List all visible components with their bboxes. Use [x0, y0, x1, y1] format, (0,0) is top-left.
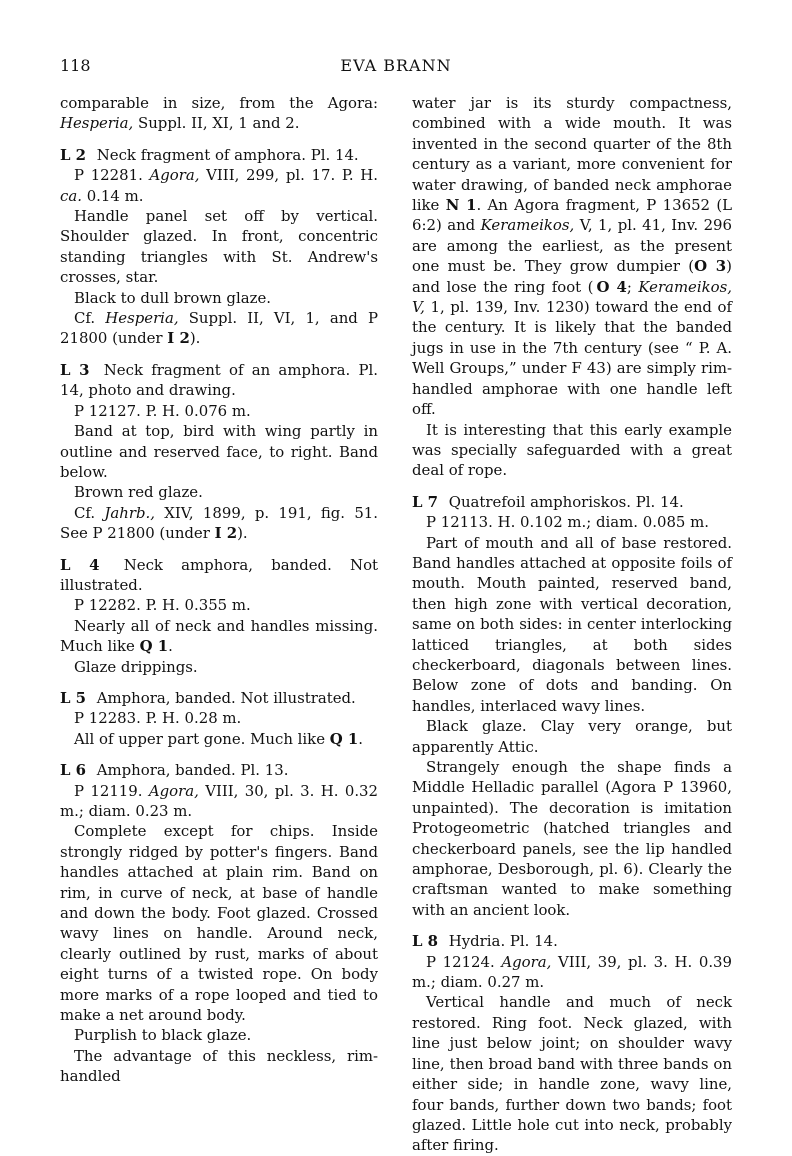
catalogue-entry-l7 — [412, 492, 732, 921]
commentary: Strangely enough the shape finds a Middle Helladic parallel (Agora P 13960, unpainted). The decoration is imitation Protogeometric (hatched triangles and checkerboard panels, see the lip handled amphorae, Desborough, pl. 6). Clearly the craftsman wanted to make something with an ancient look. — [412, 758, 732, 919]
glaze-note: Purplish to black glaze. — [74, 1026, 252, 1045]
running-title: EVA BRANN — [340, 56, 452, 75]
description: Nearly all of neck and handles missing. Much like Q 1. — [60, 616, 378, 656]
commentary: It is interesting that this early example was specially safeguarded with a great deal of rope. — [412, 420, 732, 480]
entry-heading: L 7 Quatrefoil amphoriskos. Pl. 14. — [412, 492, 684, 511]
glaze-note: Black glaze. Clay very orange, but apparently Attic. — [412, 717, 732, 756]
inventory-line: P 12283. P. H. 0.28 m. — [74, 709, 242, 728]
inventory-line: P 12282. P. H. 0.355 m. — [74, 596, 251, 615]
description: Handle panel set off by vertical. Shoulder glazed. In front, concentric standing triangles with St. Andrew's crosses, star. — [60, 207, 378, 287]
entry-label: L 7 — [412, 492, 439, 511]
right-column — [412, 93, 732, 1156]
comparison-note: Cf. Hesperia, Suppl. II, VI, 1, and P 21800 (under I 2). — [60, 309, 378, 348]
description: Vertical handle and much of neck restored. Ring foot. Neck glazed, with line just below joint; on shoulder wavy line, then broad band with three bands on either side; in handle zone, wavy line, four bands, further down two bands; foot glazed. Little hole cut into neck, probably after firing. — [412, 993, 732, 1155]
glaze-note: Black to dull brown glaze. — [74, 288, 271, 307]
entry-label: L 6 — [60, 761, 87, 780]
catalogue-entry-l6 — [60, 760, 378, 1087]
catalogue-entry-l8 — [412, 931, 732, 1155]
entry-heading: L 6 Amphora, banded. Pl. 13. — [60, 761, 289, 780]
entry-heading: L 5 Amphora, banded. Not illustrated. — [60, 688, 356, 707]
entry-heading: L 3 Neck fragment of an amphora. Pl. 14, photo and drawing. — [60, 360, 379, 400]
catalogue-entry-l2 — [60, 145, 378, 349]
catalogue-entry-l3 — [60, 360, 378, 544]
description: Part of mouth and all of base restored. Band handles attached at opposite foils of mouth. Mouth painted, reserved band, then high zone with vertical decoration, same on both sides: in center interlocking latticed triangles, at both sides checkerboard, diagonals between lines. Below zone of dots and banding. On handles, interlaced wavy lines. — [412, 533, 732, 715]
entry-heading: L 8 Hydria. Pl. 14. — [412, 932, 558, 951]
entry-label: L 4 — [60, 555, 100, 574]
commentary-continued: water jar is its sturdy compactness, combined with a wide mouth. It was invented in the second quarter of the 8th century as a variant, more convenient for water drawing, of banded neck amphorae like N 1. An Agora fragment, P 13652 (L 6:2) and Kerameikos, V, 1, pl. 41, Inv. 296 are among the earliest, as the present one must be. They grow dumpier (O 3) and lose the ring foot ( O 4; Kerameikos, V, 1, pl. 139, Inv. 1230) toward the end of the century. It is likely that the banded jugs in use in the 7th century (see “ P. A. Well Groups,” under F 43) are simply rim-handled amphorae with one handle left off. — [412, 94, 733, 419]
commentary: The advantage of this neckless, rim-handled — [60, 1046, 378, 1086]
catalogue-entry-l5 — [60, 688, 378, 749]
entry-heading: L 4 Neck amphora, banded. Not illustrated. — [60, 555, 379, 594]
entry-heading: L 2 Neck fragment of amphora. Pl. 14. — [60, 145, 359, 164]
catalogue-entry-l4 — [60, 555, 378, 677]
description: All of upper part gone. Much like Q 1. — [74, 729, 364, 748]
inventory-line: P 12113. H. 0.102 m.; diam. 0.085 m. — [426, 513, 709, 532]
entry-label: L 8 — [412, 932, 439, 951]
description: Band at top, bird with wing partly in outline and reserved face, to right. Band below. — [60, 422, 378, 481]
inventory-line: P 12119. Agora, VIII, 30, pl. 3. H. 0.32 m.; diam. 0.23 m. — [60, 781, 379, 820]
inventory-line: P 12124. Agora, VIII, 39, pl. 3. H. 0.39 m.; diam. 0.27 m. — [412, 952, 733, 992]
left-column — [60, 93, 378, 1087]
entry-label: L 2 — [60, 145, 87, 164]
comparison-note: Cf. Jahrb., XIV, 1899, p. 191, fig. 51. See P 21800 (under I 2). — [60, 503, 379, 543]
inventory-line: P 12127. P. H. 0.076 m. — [74, 401, 251, 420]
intro-paragraph: comparable in size, from the Agora: Hesperia, Suppl. II, XI, 1 and 2. — [60, 94, 378, 133]
entry-label: L 5 — [60, 688, 87, 707]
glaze-note: Glaze drippings. — [74, 657, 198, 676]
glaze-note: Brown red glaze. — [74, 483, 203, 502]
entry-label: L 3 — [60, 360, 90, 379]
page-number: 118 — [60, 56, 91, 75]
page-header — [60, 56, 732, 80]
description: Complete except for chips. Inside strongly ridged by potter's fingers. Band handles attached at plain rim. Band on rim, in curve of neck, at base of handle and down the body. Foot glazed. Crossed wavy lines on handle. Around neck, clearly outlined by rust, marks of about eight turns of a twisted rope. On body more marks of a rope looped and tied to make a net around body. — [60, 822, 378, 1025]
inventory-line: P 12281. Agora, VIII, 299, pl. 17. P. H. ca. 0.14 m. — [60, 166, 379, 205]
